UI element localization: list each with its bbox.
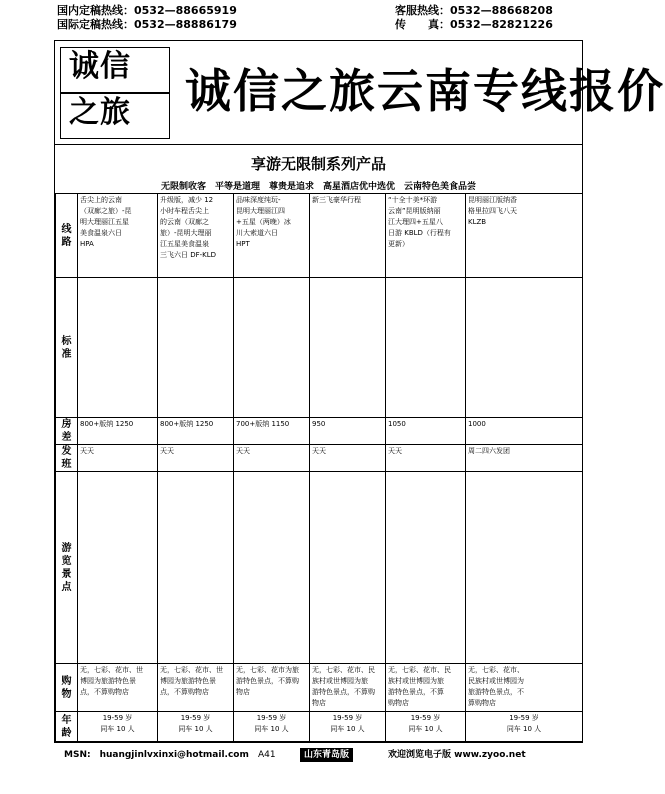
tour-cell (158, 472, 234, 664)
age-cell: 19-59 岁 同车 10 人 (78, 712, 158, 742)
age-label: 年 龄 (56, 712, 78, 742)
age-row (56, 712, 583, 742)
standard-label: 标 准 (56, 278, 78, 418)
fax-number: 传 真：0532—82821226 (395, 18, 553, 31)
price-table (55, 193, 583, 742)
brand-logo (60, 47, 170, 139)
departure-cell: 周二四六发团 (466, 445, 583, 472)
shopping-cell: 无，七彩、花市、民 族村或世博园为旅 游特色景点，不算购 物店 (310, 664, 386, 712)
tour-cell (386, 472, 466, 664)
shopping-cell: 无，七彩、花市、 民族村或世博园为 旅游特色景点，不 算购物店 (466, 664, 583, 712)
hotline-right (395, 4, 553, 32)
route-cell: 品味深度纯玩- 昆明大理丽江四 +五星（两晚）冰 川大索道六日 HPT (234, 194, 310, 278)
hotline-left (57, 4, 237, 32)
service-hotline: 客服热线：0532—88668208 (395, 4, 553, 17)
standard-cell (78, 278, 158, 418)
footer-edition-badge: 山东青岛版 (300, 748, 353, 762)
tour-cell (234, 472, 310, 664)
international-hotline: 国际定稿热线：0532—88886179 (57, 18, 237, 31)
footer-page-number: A41 (258, 750, 276, 760)
price-diff-cell: 700+版纳 1150 (234, 418, 310, 445)
logo-divider (61, 92, 169, 94)
departure-row (56, 445, 583, 472)
shopping-cell: 无，七彩、花市、世 博园为旅游特色景 点，不算购物店 (78, 664, 158, 712)
route-label: 线 路 (56, 194, 78, 278)
age-cell: 19-59 岁 同车 10 人 (466, 712, 583, 742)
route-cell: 升级版，减少 12 小时车程舌尖上 的云南（双廊之 旅）-昆明大理丽 江五星美食温泉 三飞六日 DF-KLD (158, 194, 234, 278)
shopping-cell: 无，七彩、花市、民 族村或世博园为旅 游特色景点，不算 购物店 (386, 664, 466, 712)
route-cell: 新三飞豪华行程 (310, 194, 386, 278)
shopping-cell: 无，七彩、花市为旅 游特色景点，不算购 物店 (234, 664, 310, 712)
series-title: 享游无限制系列产品 (250, 155, 386, 173)
tour-cell (310, 472, 386, 664)
age-cell: 19-59 岁 同车 10 人 (310, 712, 386, 742)
logo-bottom-text: 之旅 (69, 95, 131, 130)
price-diff-row (56, 418, 583, 434)
shopping-cell: 无，七彩、花市、世 博园为旅游特色景 点，不算购物店 (158, 664, 234, 712)
standard-row (56, 278, 583, 418)
tour-label: 游 览 景 点 (56, 472, 78, 664)
tour-cell (466, 472, 583, 664)
tour-cell (78, 472, 158, 664)
slogan: 无限制收客 平等是道理 尊贵是追求 高星酒店优中选优 云南特色美食品尝 (160, 182, 476, 192)
price-diff-label: 房 差 (56, 418, 78, 445)
standard-cell (310, 278, 386, 418)
price-diff-cell: 800+版纳 1250 (158, 418, 234, 445)
price-diff-cell: 1050 (386, 418, 466, 445)
standard-cell (466, 278, 583, 418)
price-diff-cell: 950 (310, 418, 386, 445)
departure-cell: 天天 (158, 445, 234, 472)
price-diff-cell: 800+版纳 1250 (78, 418, 158, 445)
departure-cell: 天天 (234, 445, 310, 472)
age-cell: 19-59 岁 同车 10 人 (234, 712, 310, 742)
footer-msn: MSN: huangjinlvxinxi@hotmail.com (64, 750, 249, 760)
departure-cell: 天天 (78, 445, 158, 472)
shopping-label: 购 物 (56, 664, 78, 712)
footer-website[interactable]: 欢迎浏览电子版 www.zyoo.net (388, 750, 526, 760)
age-cell: 19-59 岁 同车 10 人 (386, 712, 466, 742)
departure-cell: 天天 (386, 445, 466, 472)
standard-cell (234, 278, 310, 418)
logo-top-text: 诚信 (69, 49, 131, 84)
banner (55, 41, 665, 145)
domestic-hotline: 国内定稿热线：0532—88665919 (57, 4, 237, 17)
route-cell: “十全十美*环游 云南”昆明版纳丽 江大理四+五星八 日游 KBLD（行程有 更新） (386, 194, 466, 278)
standard-cell (386, 278, 466, 418)
departure-label: 发 班 (56, 445, 78, 472)
standard-cell (158, 278, 234, 418)
route-row (56, 194, 583, 278)
route-cell: 舌尖上的云南 （双廊之旅）-昆 明大理丽江五星 美食温泉六日 HPA (78, 194, 158, 278)
shopping-row (56, 664, 583, 712)
route-cell: 昆明丽江版纳香 格里拉四飞八天 KLZB (466, 194, 583, 278)
page-title: 诚信之旅云南专线报价 (185, 64, 665, 118)
price-diff-cell: 1000 (466, 418, 583, 445)
price-sheet (54, 40, 665, 743)
age-cell: 19-59 岁 同车 10 人 (158, 712, 234, 742)
tour-row (56, 472, 583, 664)
departure-cell: 天天 (310, 445, 386, 472)
